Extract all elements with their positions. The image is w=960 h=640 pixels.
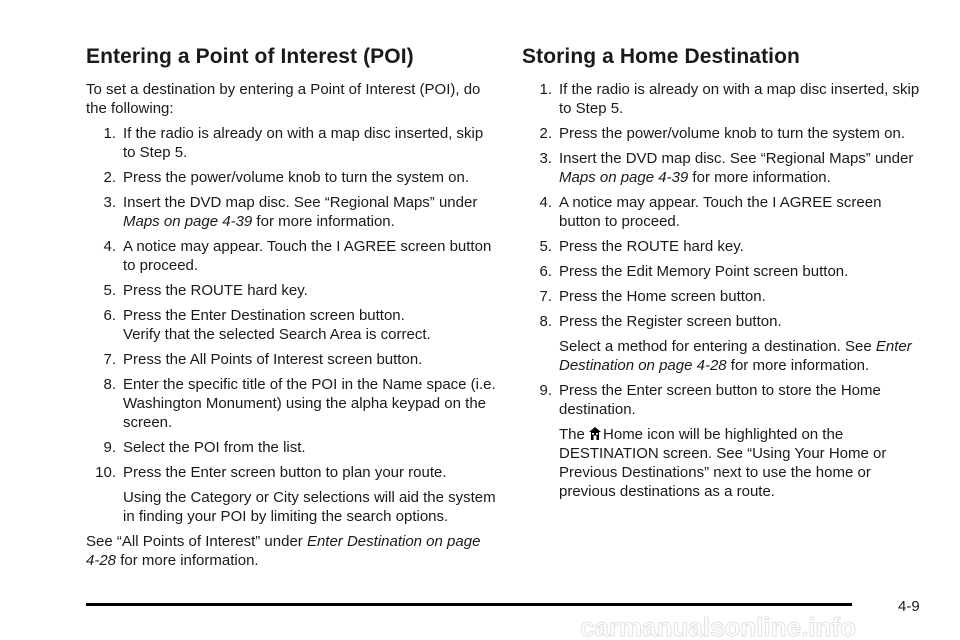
list-item: 7. Press the All Points of Interest screen button. xyxy=(103,351,423,368)
home-steps-list xyxy=(522,80,922,331)
list-item: 5. Press the ROUTE hard key. xyxy=(539,238,744,255)
cross-reference: Enter Destination on page 4-28 xyxy=(559,338,912,374)
list-item: 1. If the radio is already on with a map disc inserted, skip to Step 5. xyxy=(103,125,484,161)
page-number: 4-9 xyxy=(898,598,920,615)
list-item: 8. Enter the specific title of the POI in the Name space (i.e. Washington Monument) using the alpha keypad on the screen. xyxy=(103,376,496,431)
step-subnote: Verify that the selected Search Area is correct. xyxy=(123,326,431,343)
svg-text:carmanualsonline.info: carmanualsonline.info xyxy=(580,612,856,640)
list-item: 6. Press the Enter Destination screen button. Verify that the selected Search Area is correct. xyxy=(103,307,431,343)
list-item: 10. Press the Enter screen button to plan your route. xyxy=(95,464,447,481)
home-icon-note: The Home icon will be highlighted on the DESTINATION screen. See “Using Your Home or Previous Destinations” next to use the home or previous destinations as a route. xyxy=(559,426,887,500)
section-title-poi: Entering a Point of Interest (POI) xyxy=(86,45,414,68)
poi-note: Using the Category or City selections will aid the system in finding your POI by limiting the search options. xyxy=(123,489,496,525)
list-item: 5. Press the ROUTE hard key. xyxy=(103,282,308,299)
list-item: 3. Insert the DVD map disc. See “Regional Maps” under Maps on page 4-39 for more information. xyxy=(103,194,478,230)
list-item: 2. Press the power/volume knob to turn the system on. xyxy=(539,125,906,142)
home-icon xyxy=(589,427,601,441)
cross-reference: Maps on page 4-39 xyxy=(559,169,689,186)
cross-reference: Maps on page 4-39 xyxy=(123,213,253,230)
list-item: 4. A notice may appear. Touch the I AGREE screen button to proceed. xyxy=(103,238,492,274)
intro-text: To set a destination by entering a Point of Interest (POI), do the following: xyxy=(86,81,481,117)
list-item: 9. Press the Enter screen button to store the Home destination. xyxy=(539,382,881,418)
list-item: 6. Press the Edit Memory Point screen button. xyxy=(539,263,849,280)
watermark-logo xyxy=(580,612,960,640)
poi-steps-list xyxy=(86,124,496,482)
see-also: See “All Points of Interest” under Enter Destination on page 4-28 for more information. xyxy=(86,533,481,569)
section-title-home: Storing a Home Destination xyxy=(522,45,800,68)
list-item: 1. If the radio is already on with a map disc inserted, skip to Step 5. xyxy=(539,81,920,117)
list-item: 9. Select the POI from the list. xyxy=(103,439,306,456)
list-item: 7. Press the Home screen button. xyxy=(539,288,766,305)
left-column xyxy=(86,44,496,570)
register-note: Select a method for entering a destination. See Enter Destination on page 4-28 for more information. xyxy=(559,338,912,374)
home-steps-list-cont xyxy=(522,381,922,419)
list-item: 2. Press the power/volume knob to turn the system on. xyxy=(103,169,470,186)
list-item: 8. Press the Register screen button. xyxy=(539,313,782,330)
list-item: 3. Insert the DVD map disc. See “Regional Maps” under Maps on page 4-39 for more information. xyxy=(539,150,914,186)
list-item: 4. A notice may appear. Touch the I AGREE screen button to proceed. xyxy=(539,194,882,230)
cross-reference: Enter Destination on page 4-28 xyxy=(86,533,481,569)
footer-rule xyxy=(86,603,852,606)
right-column xyxy=(522,44,922,507)
